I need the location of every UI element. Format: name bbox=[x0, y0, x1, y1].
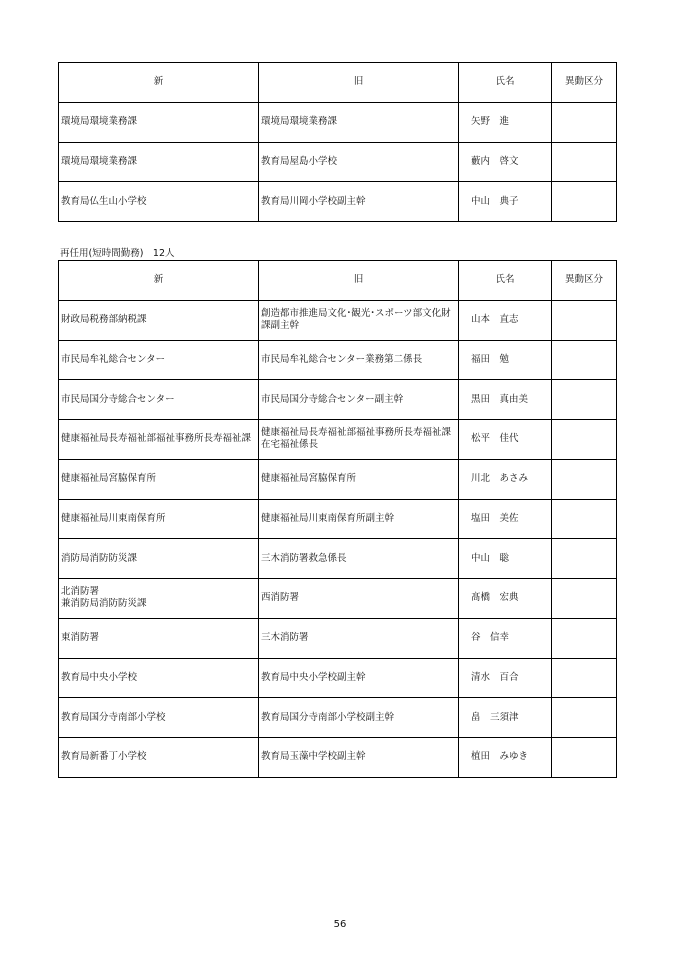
cell-new: 健康福祉局長寿福祉部福祉事務所長寿福祉課 bbox=[59, 420, 259, 460]
cell-new: 市民局牟礼総合センター bbox=[59, 340, 259, 380]
cell-category bbox=[552, 142, 617, 182]
cell-new: 東消防署 bbox=[59, 618, 259, 658]
table-row bbox=[59, 658, 617, 698]
header-name: 氏名 bbox=[459, 63, 552, 103]
cell-category bbox=[552, 182, 617, 222]
table-row bbox=[59, 698, 617, 738]
cell-new: 北消防署 兼消防局消防防災課 bbox=[59, 579, 259, 619]
cell-name: 山本 直志 bbox=[459, 300, 552, 340]
cell-name: 中山 典子 bbox=[459, 182, 552, 222]
cell-new: 環境局環境業務課 bbox=[59, 102, 259, 142]
cell-name: 矢野 進 bbox=[459, 102, 552, 142]
cell-new: 教育局新番丁小学校 bbox=[59, 738, 259, 778]
cell-name: 谷 信幸 bbox=[459, 618, 552, 658]
cell-old: 西消防署 bbox=[259, 579, 459, 619]
header-old: 旧 bbox=[259, 63, 459, 103]
cell-old: 健康福祉局長寿福祉部福祉事務所長寿福祉課在宅福祉係長 bbox=[259, 420, 459, 460]
header-category: 異動区分 bbox=[552, 63, 617, 103]
section-label: 再任用(短時間勤務) 12人 bbox=[60, 248, 175, 259]
table-row bbox=[59, 539, 617, 579]
cell-name: 中山 聡 bbox=[459, 539, 552, 579]
cell-category bbox=[552, 300, 617, 340]
cell-category bbox=[552, 618, 617, 658]
cell-old: 教育局国分寺南部小学校副主幹 bbox=[259, 698, 459, 738]
cell-name: 畠 三須津 bbox=[459, 698, 552, 738]
cell-category bbox=[552, 340, 617, 380]
cell-name: 福田 勉 bbox=[459, 340, 552, 380]
table-row bbox=[59, 142, 617, 182]
table-row bbox=[59, 579, 617, 619]
cell-new: 教育局国分寺南部小学校 bbox=[59, 698, 259, 738]
cell-new: 教育局仏生山小学校 bbox=[59, 182, 259, 222]
cell-name: 黒田 真由美 bbox=[459, 380, 552, 420]
cell-old: 教育局屋島小学校 bbox=[259, 142, 459, 182]
table-row bbox=[59, 499, 617, 539]
cell-category bbox=[552, 102, 617, 142]
header-category: 異動区分 bbox=[552, 261, 617, 301]
cell-name: 植田 みゆき bbox=[459, 738, 552, 778]
table-header-row bbox=[59, 63, 617, 103]
cell-new: 財政局税務部納税課 bbox=[59, 300, 259, 340]
cell-new: 消防局消防防災課 bbox=[59, 539, 259, 579]
transfer-table-2 bbox=[58, 260, 617, 778]
cell-new: 教育局中央小学校 bbox=[59, 658, 259, 698]
cell-category bbox=[552, 420, 617, 460]
cell-old: 市民局国分寺総合センター副主幹 bbox=[259, 380, 459, 420]
header-old: 旧 bbox=[259, 261, 459, 301]
cell-old: 三木消防署 bbox=[259, 618, 459, 658]
cell-new: 健康福祉局宮脇保育所 bbox=[59, 459, 259, 499]
table-row bbox=[59, 380, 617, 420]
cell-old: 教育局玉藻中学校副主幹 bbox=[259, 738, 459, 778]
cell-category bbox=[552, 698, 617, 738]
cell-new: 市民局国分寺総合センター bbox=[59, 380, 259, 420]
cell-name: 川北 あさみ bbox=[459, 459, 552, 499]
table-header-row bbox=[59, 261, 617, 301]
cell-old: 環境局環境業務課 bbox=[259, 102, 459, 142]
cell-category bbox=[552, 539, 617, 579]
table-row bbox=[59, 459, 617, 499]
cell-new: 環境局環境業務課 bbox=[59, 142, 259, 182]
table-row bbox=[59, 618, 617, 658]
table-row bbox=[59, 420, 617, 460]
cell-old: 教育局川岡小学校副主幹 bbox=[259, 182, 459, 222]
table-row bbox=[59, 300, 617, 340]
header-name: 氏名 bbox=[459, 261, 552, 301]
cell-new: 健康福祉局川東南保育所 bbox=[59, 499, 259, 539]
header-new: 新 bbox=[59, 63, 259, 103]
cell-old: 三木消防署救急係長 bbox=[259, 539, 459, 579]
cell-category bbox=[552, 380, 617, 420]
cell-name: 清水 百合 bbox=[459, 658, 552, 698]
cell-category bbox=[552, 499, 617, 539]
cell-old: 教育局中央小学校副主幹 bbox=[259, 658, 459, 698]
table-row bbox=[59, 738, 617, 778]
cell-name: 藪内 啓文 bbox=[459, 142, 552, 182]
cell-name: 髙橋 宏典 bbox=[459, 579, 552, 619]
cell-name: 塩田 美佐 bbox=[459, 499, 552, 539]
cell-old: 健康福祉局宮脇保育所 bbox=[259, 459, 459, 499]
cell-name: 松平 佳代 bbox=[459, 420, 552, 460]
table-row bbox=[59, 102, 617, 142]
cell-category bbox=[552, 738, 617, 778]
transfer-table-1 bbox=[58, 62, 617, 222]
cell-category bbox=[552, 658, 617, 698]
header-new: 新 bbox=[59, 261, 259, 301]
page-number: 56 bbox=[333, 919, 347, 930]
cell-old: 市民局牟礼総合センター業務第二係長 bbox=[259, 340, 459, 380]
cell-old: 創造都市推進局文化･観光･スポーツ部文化財課副主幹 bbox=[259, 300, 459, 340]
cell-category bbox=[552, 579, 617, 619]
table-row bbox=[59, 340, 617, 380]
table-row bbox=[59, 182, 617, 222]
cell-old: 健康福祉局川東南保育所副主幹 bbox=[259, 499, 459, 539]
cell-category bbox=[552, 459, 617, 499]
